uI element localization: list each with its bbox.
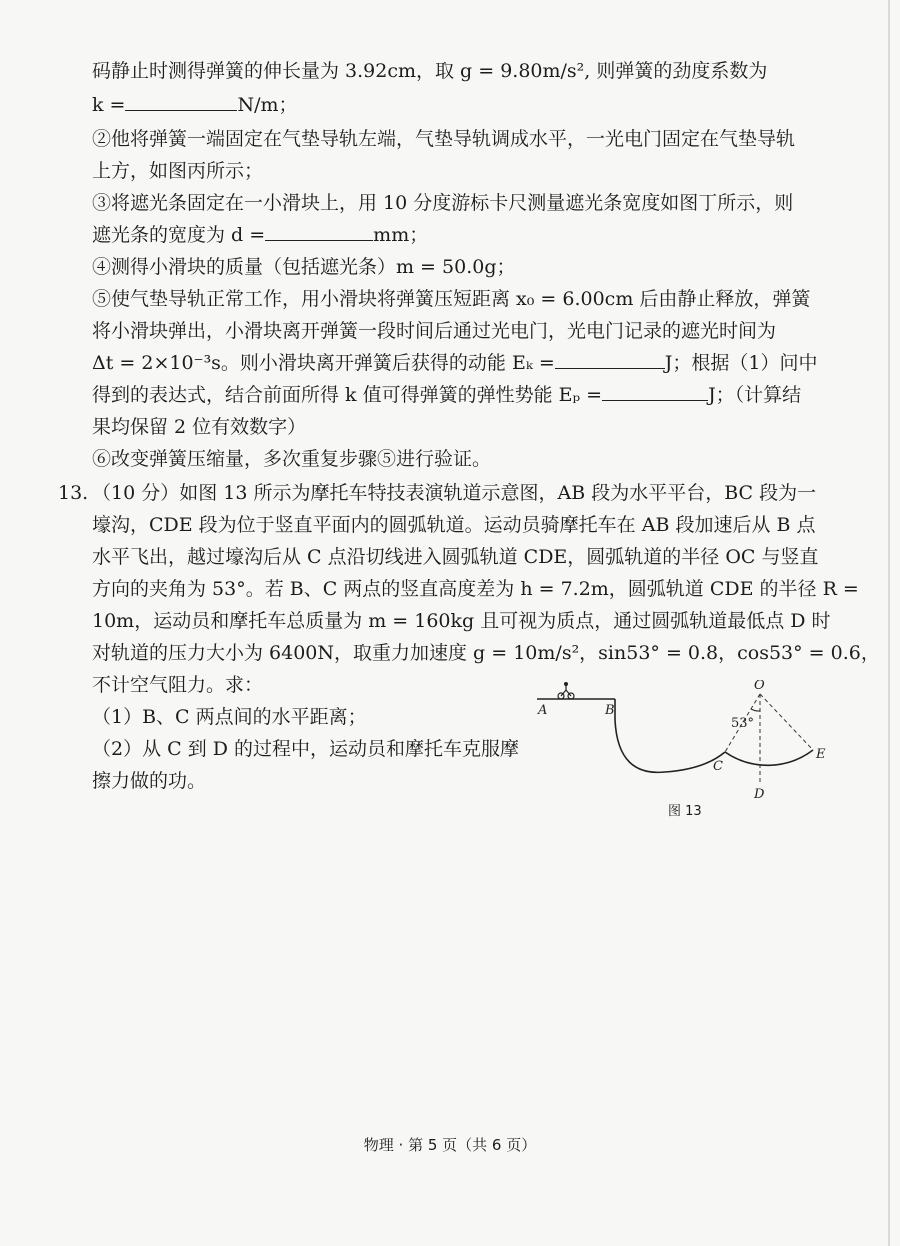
text-line: ③将遮光条固定在一小滑块上，用 10 分度游标卡尺测量遮光条宽度如图丁所示，则 xyxy=(92,192,794,214)
text-line xyxy=(92,380,832,410)
text-line xyxy=(92,348,832,378)
page-footer: 物理 · 第 5 页（共 6 页） xyxy=(363,1136,537,1154)
label-o: O xyxy=(754,680,765,693)
text-line: 上方，如图丙所示； xyxy=(92,160,264,182)
text-line: 将小滑块弹出，小滑块离开弹簧一段时间后通过光电门，光电门记录的遮光时间为 xyxy=(92,320,777,342)
motorcycle-icon xyxy=(558,682,574,699)
q13-line: 水平飞出，越过壕沟后从 C 点沿切线进入圆弧轨道 CDE，圆弧轨道的半径 OC 与竖直 xyxy=(92,546,819,568)
angle-label: 53° xyxy=(731,716,755,731)
answer-blank-k[interactable] xyxy=(125,90,237,111)
label-e: E xyxy=(816,747,826,762)
angle-arc xyxy=(751,709,760,711)
text-line: ⑤使气垫导轨正常工作，用小滑块将弹簧压短距离 x₀ = 6.00cm 后由静止释放，弹簧 xyxy=(92,288,811,310)
q13-sub-question: 擦力做的功。 xyxy=(92,770,207,792)
text-line xyxy=(92,220,832,250)
q13-sub-question: （1）B、C 两点间的水平距离； xyxy=(92,706,367,728)
label-b: B xyxy=(605,703,615,718)
q13-line: 对轨道的压力大小为 6400N，取重力加速度 g = 10m/s²，sin53° = 0.8，cos53° = 0.6， xyxy=(92,642,880,664)
label-a: A xyxy=(538,703,548,718)
d-label: 遮光条的宽度为 d = xyxy=(92,224,266,246)
q13-sub-question: （2）从 C 到 D 的过程中，运动员和摩托车克服摩 xyxy=(92,738,520,760)
ditch-curve xyxy=(615,699,725,772)
text-line: 果均保留 2 位有效数字） xyxy=(92,416,307,438)
q13-line: 方向的夹角为 53°。若 B、C 两点的竖直高度差为 h = 7.2m，圆弧轨道 CDE 的半径 R = xyxy=(92,578,859,600)
text-line: ②他将弹簧一端固定在气垫导轨左端，气垫导轨调成水平，一光电门固定在气垫导轨 xyxy=(92,128,796,150)
text-fragment: J；（计算结 xyxy=(708,384,802,406)
text-fragment: J；根据（1）问中 xyxy=(664,352,818,374)
q13-line: 不计空气阻力。求： xyxy=(92,674,264,696)
text-line: 码静止时测得弹簧的伸长量为 3.92cm，取 g = 9.80m/s², 则弹簧的劲度系数为 xyxy=(92,60,768,82)
q13-line: 壕沟，CDE 段为位于竖直平面内的圆弧轨道。运动员骑摩托车在 AB 段加速后从 B 点 xyxy=(92,514,816,536)
text-line: ⑥改变弹簧压缩量，多次重复步骤⑤进行验证。 xyxy=(92,448,492,470)
unit-label: mm； xyxy=(373,224,429,246)
ep-label: 得到的表达式，结合前面所得 k 值可得弹簧的弹性势能 Eₚ = xyxy=(92,384,603,406)
page-edge-divider xyxy=(888,0,890,1246)
radius-oe xyxy=(760,694,813,750)
label-d: D xyxy=(754,787,765,802)
answer-blank-ek[interactable] xyxy=(555,348,665,369)
q13-line: 10m，运动员和摩托车总质量为 m = 160kg 且可视为质点，通过圆弧轨道最低点 D 时 xyxy=(92,610,831,632)
ek-label: Δt = 2×10⁻³s。则小滑块离开弹簧后获得的动能 Eₖ = xyxy=(92,352,555,374)
arc-cde xyxy=(725,750,813,765)
label-c: C xyxy=(713,759,723,774)
text-line: ④测得小滑块的质量（包括遮光条）m = 50.0g； xyxy=(92,256,516,278)
q13-line: （10 分）如图 13 所示为摩托车特技表演轨道示意图，AB 段为水平平台，BC 段为一 xyxy=(92,482,817,504)
text-line xyxy=(92,90,832,120)
k-label: k = xyxy=(92,94,126,116)
answer-blank-ep[interactable] xyxy=(602,380,708,401)
unit-label: N/m； xyxy=(237,94,298,116)
answer-blank-d[interactable] xyxy=(265,220,373,241)
question-number: 13. xyxy=(58,482,89,504)
figure-caption: 图 13 xyxy=(668,804,702,819)
